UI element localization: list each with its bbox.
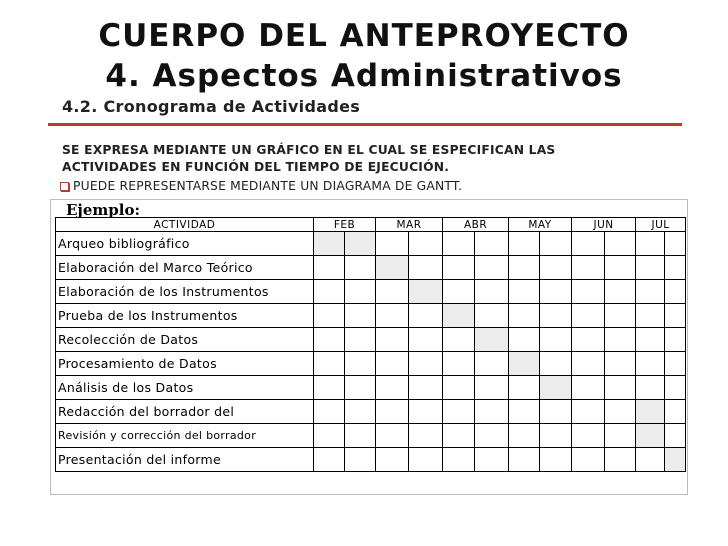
gantt-cell [314, 400, 345, 424]
gantt-cell [572, 376, 605, 400]
section-subtitle: 4.2. Cronograma de Actividades [62, 97, 361, 116]
gantt-cell [665, 304, 686, 328]
activity-name: Presentación del informe [56, 448, 314, 472]
gantt-cell [475, 256, 509, 280]
activity-name: Elaboración del Marco Teórico [56, 256, 314, 280]
gantt-cell [605, 256, 636, 280]
gantt-cell [572, 448, 605, 472]
table-row [56, 304, 686, 328]
gantt-cell [572, 424, 605, 448]
gantt-cell [443, 376, 475, 400]
gantt-cell [540, 448, 572, 472]
gantt-cell [345, 256, 376, 280]
gantt-cell [409, 448, 443, 472]
description-line-2: ACTIVIDADES EN FUNCIÓN DEL TIEMPO DE EJECUCIÓN. [62, 160, 450, 174]
gantt-cell [509, 376, 540, 400]
activity-name: Elaboración de los Instrumentos [56, 280, 314, 304]
gantt-cell [509, 400, 540, 424]
gantt-cell [475, 424, 509, 448]
gantt-cell [605, 328, 636, 352]
activity-name: Redacción del borrador del [56, 400, 314, 424]
gantt-cell [314, 376, 345, 400]
gantt-cell [540, 232, 572, 256]
gantt-cell [345, 304, 376, 328]
gantt-cell [314, 256, 345, 280]
gantt-cell [475, 304, 509, 328]
gantt-cell [475, 448, 509, 472]
gantt-cell [409, 352, 443, 376]
gantt-cell [409, 232, 443, 256]
gantt-cell [540, 328, 572, 352]
month-header-jun: JUN [572, 218, 636, 232]
gantt-cell [636, 256, 665, 280]
gantt-cell [540, 424, 572, 448]
gantt-cell [345, 376, 376, 400]
gantt-cell [509, 448, 540, 472]
gantt-cell [443, 448, 475, 472]
gantt-cell [443, 352, 475, 376]
gantt-cell [605, 280, 636, 304]
gantt-filled-cell [475, 328, 509, 352]
gantt-cell [665, 232, 686, 256]
gantt-cell [665, 400, 686, 424]
month-header-jul: JUL [636, 218, 686, 232]
table-row [56, 256, 686, 280]
gantt-cell [605, 424, 636, 448]
gantt-cell [409, 256, 443, 280]
table-row [56, 400, 686, 424]
month-header-may: MAY [509, 218, 572, 232]
gantt-cell [475, 232, 509, 256]
gantt-cell [376, 424, 409, 448]
month-header-mar: MAR [376, 218, 443, 232]
gantt-cell [376, 400, 409, 424]
gantt-cell [345, 424, 376, 448]
gantt-chart-table [55, 217, 686, 472]
gantt-cell [443, 328, 475, 352]
gantt-cell [636, 280, 665, 304]
gantt-cell [665, 328, 686, 352]
gantt-cell [314, 448, 345, 472]
gantt-cell [509, 304, 540, 328]
gantt-cell [443, 256, 475, 280]
divider-rule [48, 123, 682, 126]
activity-name: Prueba de los Instrumentos [56, 304, 314, 328]
gantt-cell [605, 400, 636, 424]
gantt-cell [509, 280, 540, 304]
gantt-cell [409, 376, 443, 400]
gantt-cell [636, 376, 665, 400]
gantt-cell [475, 376, 509, 400]
gantt-header-row [56, 218, 686, 232]
gantt-cell [605, 232, 636, 256]
gantt-cell [636, 232, 665, 256]
gantt-cell [345, 400, 376, 424]
gantt-filled-cell [665, 448, 686, 472]
square-bullet-icon [60, 182, 69, 191]
gantt-cell [665, 280, 686, 304]
gantt-cell [540, 304, 572, 328]
gantt-cell [409, 424, 443, 448]
gantt-cell [540, 400, 572, 424]
gantt-cell [572, 256, 605, 280]
gantt-filled-cell [636, 424, 665, 448]
activity-name: Arqueo bibliográfico [56, 232, 314, 256]
gantt-cell [345, 448, 376, 472]
gantt-cell [540, 352, 572, 376]
gantt-cell [572, 352, 605, 376]
gantt-filled-cell [509, 352, 540, 376]
table-row [56, 328, 686, 352]
gantt-cell [572, 280, 605, 304]
activity-name: Revisión y corrección del borrador [56, 424, 314, 448]
table-row [56, 280, 686, 304]
example-label: Ejemplo: [66, 201, 141, 219]
gantt-cell [345, 280, 376, 304]
gantt-cell [636, 304, 665, 328]
gantt-cell [443, 280, 475, 304]
gantt-cell [605, 448, 636, 472]
gantt-cell [540, 256, 572, 280]
table-row [56, 448, 686, 472]
bullet-item [60, 179, 462, 193]
gantt-cell [443, 400, 475, 424]
gantt-cell [376, 328, 409, 352]
gantt-cell [509, 256, 540, 280]
gantt-cell [540, 280, 572, 304]
gantt-filled-cell [443, 304, 475, 328]
activity-column-header: ACTIVIDAD [56, 218, 314, 232]
gantt-cell [443, 424, 475, 448]
gantt-cell [314, 352, 345, 376]
gantt-filled-cell [345, 232, 376, 256]
gantt-cell [345, 328, 376, 352]
gantt-cell [376, 280, 409, 304]
month-header-abr: ABR [443, 218, 509, 232]
gantt-cell [605, 304, 636, 328]
gantt-cell [636, 328, 665, 352]
gantt-cell [636, 352, 665, 376]
gantt-cell [636, 448, 665, 472]
gantt-filled-cell [636, 400, 665, 424]
month-header-feb: FEB [314, 218, 376, 232]
gantt-cell [345, 352, 376, 376]
gantt-cell [409, 400, 443, 424]
gantt-cell [409, 304, 443, 328]
gantt-filled-cell [540, 376, 572, 400]
activity-name: Recolección de Datos [56, 328, 314, 352]
description-paragraph [62, 142, 702, 176]
gantt-cell [314, 328, 345, 352]
gantt-cell [475, 400, 509, 424]
gantt-cell [475, 352, 509, 376]
gantt-cell [376, 304, 409, 328]
gantt-cell [509, 232, 540, 256]
gantt-cell [605, 352, 636, 376]
gantt-cell [572, 304, 605, 328]
gantt-cell [572, 328, 605, 352]
gantt-cell [509, 328, 540, 352]
gantt-filled-cell [376, 256, 409, 280]
gantt-cell [509, 424, 540, 448]
gantt-cell [443, 232, 475, 256]
gantt-body [56, 232, 686, 472]
gantt-cell [665, 424, 686, 448]
gantt-cell [376, 232, 409, 256]
gantt-cell [376, 448, 409, 472]
gantt-cell [665, 376, 686, 400]
gantt-filled-cell [314, 232, 345, 256]
gantt-cell [314, 424, 345, 448]
gantt-cell [475, 280, 509, 304]
gantt-cell [314, 304, 345, 328]
gantt-cell [605, 376, 636, 400]
slide-title-line-2: 4. Aspectos Administrativos [105, 58, 623, 94]
gantt-cell [665, 352, 686, 376]
gantt-cell [572, 400, 605, 424]
description-line-1: SE EXPRESA MEDIANTE UN GRÁFICO EN EL CUAL SE ESPECIFICAN LAS [62, 143, 556, 157]
gantt-filled-cell [409, 280, 443, 304]
gantt-cell [314, 280, 345, 304]
activity-name: Procesamiento de Datos [56, 352, 314, 376]
bullet-text: PUEDE REPRESENTARSE MEDIANTE UN DIAGRAMA DE GANTT. [73, 179, 463, 193]
table-row [56, 376, 686, 400]
table-row [56, 424, 686, 448]
table-row [56, 232, 686, 256]
gantt-cell [665, 256, 686, 280]
activity-name: Análisis de los Datos [56, 376, 314, 400]
table-row [56, 352, 686, 376]
gantt-cell [376, 352, 409, 376]
slide-title-line-1: CUERPO DEL ANTEPROYECTO [98, 18, 630, 54]
gantt-cell [376, 376, 409, 400]
gantt-cell [409, 328, 443, 352]
gantt-cell [572, 232, 605, 256]
